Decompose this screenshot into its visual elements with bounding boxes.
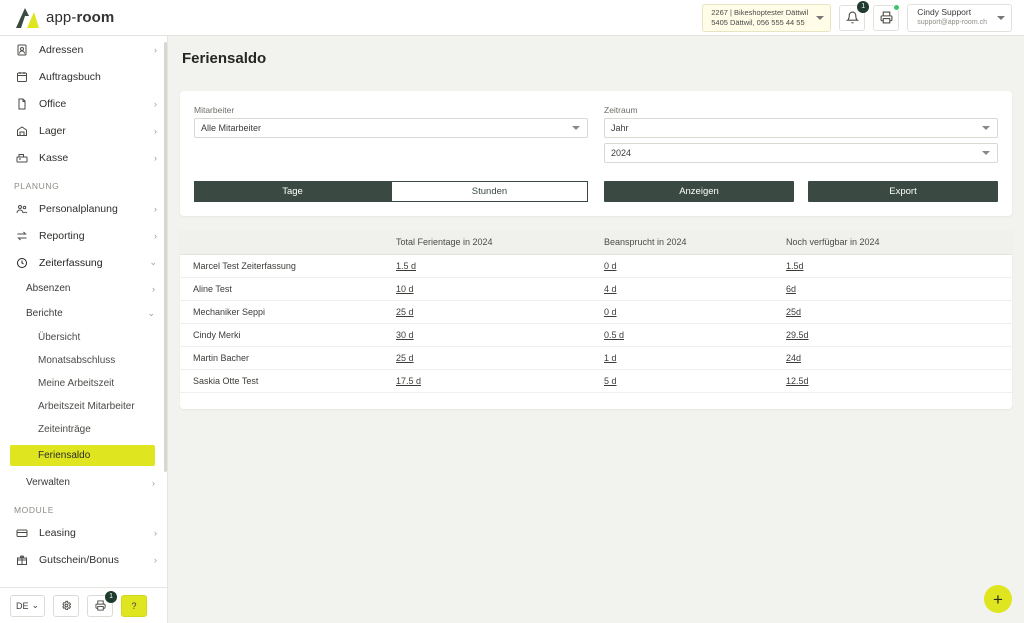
cell-used[interactable]: 5 d xyxy=(598,370,780,393)
branch-selector[interactable] xyxy=(702,4,831,32)
chevron-down-icon: ⌄ xyxy=(149,257,157,267)
toggle-tage[interactable]: Tage xyxy=(194,181,391,202)
top-bar xyxy=(0,0,1024,36)
sidebar-item-label: Lager xyxy=(39,124,66,137)
cell-used[interactable]: 1 d xyxy=(598,347,780,370)
sidebar-item-label: Übersicht xyxy=(38,332,81,343)
cell-left[interactable]: 12.5d xyxy=(780,370,1012,393)
page-title: Feriensaldo xyxy=(182,50,267,67)
cell-left[interactable]: 6d xyxy=(780,278,1012,301)
cell-used[interactable]: 0.5 d xyxy=(598,324,780,347)
user-menu[interactable] xyxy=(907,4,1012,32)
chevron-down-icon xyxy=(982,151,990,155)
chevron-down-icon xyxy=(816,16,824,20)
sidebar-item-absenzen[interactable] xyxy=(0,276,167,301)
table-row[interactable] xyxy=(180,347,1012,370)
sidebar-item-meine-arbeitszeit[interactable] xyxy=(0,372,167,395)
cell-used[interactable]: 0 d xyxy=(598,255,780,278)
table-header xyxy=(180,230,1012,255)
user-info xyxy=(917,7,987,27)
chevron-down-icon xyxy=(997,16,1005,20)
logo-text-bold: room xyxy=(76,9,115,26)
sidebar-item-kasse[interactable] xyxy=(0,144,167,171)
sidebar-item-lager[interactable] xyxy=(0,117,167,144)
sidebar-item-monatsabschluss[interactable] xyxy=(0,349,167,372)
zeitraum-field xyxy=(604,105,998,163)
cell-used[interactable]: 0 d xyxy=(598,301,780,324)
chevron-right-icon: › xyxy=(154,554,157,565)
chevron-down-icon: ⌄ xyxy=(31,600,40,610)
chevron-down-icon: ⌄ xyxy=(147,308,155,318)
clock-icon xyxy=(14,257,29,269)
header-total: Total Ferientage in 2024 xyxy=(390,230,598,255)
notification-badge: 1 xyxy=(857,1,869,13)
cell-total[interactable]: 30 d xyxy=(390,324,598,347)
user-email: support@app-room.ch xyxy=(917,19,987,27)
sidebar-item-label: Leasing xyxy=(39,526,76,539)
table-row[interactable] xyxy=(180,324,1012,347)
unit-toggle xyxy=(194,181,588,202)
mitarbeiter-field xyxy=(194,105,588,163)
chevron-right-icon: › xyxy=(154,44,157,55)
warehouse-icon xyxy=(14,125,29,137)
sidebar-item-label: Verwalten xyxy=(26,477,70,488)
language-selector[interactable] xyxy=(10,595,45,617)
sidebar-item-label: Gutschein/Bonus xyxy=(39,553,119,566)
top-bar-right xyxy=(702,4,1024,32)
language-label: DE xyxy=(16,600,29,611)
sidebar-item-label: Feriensaldo xyxy=(38,450,91,461)
settings-button[interactable] xyxy=(53,595,79,617)
sidebar-item-zeiterfassung[interactable] xyxy=(0,249,167,276)
sidebar-item-personalplanung[interactable] xyxy=(0,195,167,222)
filter-row xyxy=(194,105,998,163)
cell-total[interactable]: 25 d xyxy=(390,347,598,370)
add-button[interactable]: + xyxy=(984,585,1012,613)
status-dot xyxy=(893,4,900,11)
chevron-right-icon: › xyxy=(154,98,157,109)
cell-name: Cindy Merki xyxy=(180,324,390,347)
sidebar-item-label: Kasse xyxy=(39,151,69,164)
results-panel xyxy=(180,230,1012,409)
sidebar-item-berichte[interactable] xyxy=(0,301,167,326)
chevron-right-icon: › xyxy=(154,203,157,214)
header-name xyxy=(180,230,390,255)
sidebar-section-module: MODULE xyxy=(14,505,54,515)
bottom-bar xyxy=(0,587,168,623)
header-used: Beansprucht in 2024 xyxy=(598,230,780,255)
sidebar-item-label: Office xyxy=(39,97,67,110)
app-logo[interactable] xyxy=(0,6,114,30)
cell-used[interactable]: 4 d xyxy=(598,278,780,301)
sidebar-item-leasing[interactable] xyxy=(0,519,167,546)
sidebar-item-auftragsbuch[interactable] xyxy=(0,63,167,90)
cell-left[interactable]: 24d xyxy=(780,347,1012,370)
jahr-select[interactable] xyxy=(604,143,998,163)
chevron-right-icon: › xyxy=(154,230,157,241)
sidebar-item-label: Adressen xyxy=(39,43,84,56)
chevron-right-icon: › xyxy=(154,125,157,136)
table-row[interactable] xyxy=(180,370,1012,393)
address-book-icon xyxy=(14,44,29,56)
cell-total[interactable]: 25 d xyxy=(390,301,598,324)
printer-icon xyxy=(95,600,106,611)
help-label: ? xyxy=(131,600,137,611)
sidebar-item-label: Absenzen xyxy=(26,283,71,294)
mitarbeiter-value: Alle Mitarbeiter xyxy=(201,123,262,133)
bottom-print-button[interactable] xyxy=(87,595,113,617)
cell-left[interactable]: 1.5d xyxy=(780,255,1012,278)
print-badge: 1 xyxy=(105,591,117,603)
sidebar-item-adressen[interactable] xyxy=(0,36,167,63)
jahr-value: 2024 xyxy=(611,148,632,158)
cell-left[interactable]: 25d xyxy=(780,301,1012,324)
sidebar-item-label: Reporting xyxy=(39,229,85,242)
cell-total[interactable]: 10 d xyxy=(390,278,598,301)
action-row xyxy=(194,181,998,202)
cell-name: Martin Bacher xyxy=(180,347,390,370)
print-button[interactable] xyxy=(873,5,899,31)
cell-total[interactable]: 1.5 d xyxy=(390,255,598,278)
sidebar-item-arbeitszeit-mitarbeiter[interactable] xyxy=(0,395,167,418)
mitarbeiter-select[interactable] xyxy=(194,118,588,138)
gift-icon xyxy=(14,554,29,566)
people-icon xyxy=(14,203,29,215)
user-name: Cindy Support xyxy=(917,7,972,18)
branch-info xyxy=(711,8,808,27)
chevron-down-icon xyxy=(572,126,580,130)
logo-text xyxy=(46,9,114,26)
chevron-right-icon: › xyxy=(152,477,155,488)
cell-name: Saskia Otte Test xyxy=(180,370,390,393)
filter-panel xyxy=(180,91,1012,216)
sidebar-item-label: Monatsabschluss xyxy=(38,355,116,366)
anzeigen-button[interactable]: Anzeigen xyxy=(604,181,794,202)
table-row[interactable] xyxy=(180,255,1012,278)
zeitraum-select[interactable] xyxy=(604,118,998,138)
logo-text-light: app- xyxy=(46,9,77,26)
buttons-group xyxy=(604,181,998,202)
cell-left[interactable]: 29.5d xyxy=(780,324,1012,347)
zeitraum-label: Zeitraum xyxy=(604,105,638,115)
cell-total[interactable]: 17.5 d xyxy=(390,370,598,393)
sidebar-item-label: Auftragsbuch xyxy=(39,70,101,83)
notifications-button[interactable] xyxy=(839,5,865,31)
sidebar-item-uebersicht[interactable] xyxy=(0,326,167,349)
sidebar-item-feriensaldo[interactable] xyxy=(10,445,155,466)
sidebar-item-label: Meine Arbeitszeit xyxy=(38,378,115,389)
sidebar-item-label: Personalplanung xyxy=(39,202,118,215)
cell-name: Mechaniker Seppi xyxy=(180,301,390,324)
cell-name: Marcel Test Zeiterfassung xyxy=(180,255,390,278)
logo-icon xyxy=(14,6,40,30)
table-row[interactable] xyxy=(180,301,1012,324)
mitarbeiter-label: Mitarbeiter xyxy=(194,105,235,115)
leasing-icon xyxy=(14,527,29,539)
table-row[interactable] xyxy=(180,278,1012,301)
calendar-icon xyxy=(14,71,29,83)
help-button[interactable] xyxy=(121,595,147,617)
document-icon xyxy=(14,98,29,110)
sidebar-section-planung: PLANUNG xyxy=(14,181,60,191)
table-header-row xyxy=(180,230,1012,255)
exchange-icon xyxy=(14,230,29,242)
feriensaldo-table xyxy=(180,230,1012,393)
gear-icon xyxy=(61,600,72,611)
cash-register-icon xyxy=(14,152,29,164)
sidebar-item-gutschein-bonus[interactable] xyxy=(0,546,167,573)
chevron-right-icon: › xyxy=(154,152,157,163)
sidebar-item-zeiteintraege[interactable] xyxy=(0,418,167,441)
sidebar-item-label: Arbeitszeit Mitarbeiter xyxy=(38,401,135,412)
sidebar-item-label: Berichte xyxy=(26,308,63,319)
sidebar-item-office[interactable] xyxy=(0,90,167,117)
chevron-down-icon xyxy=(982,126,990,130)
table-body xyxy=(180,255,1012,393)
sidebar-item-label: Zeiteinträge xyxy=(38,424,91,435)
cell-name: Aline Test xyxy=(180,278,390,301)
toggle-stunden[interactable]: Stunden xyxy=(391,181,588,202)
zeitraum-value: Jahr xyxy=(611,123,629,133)
branch-line-2: 5405 Dättwil, 056 555 44 55 xyxy=(711,17,805,27)
sidebar-item-verwalten[interactable] xyxy=(0,470,167,495)
branch-line-1: 2267 | Bikeshoptester Dättwil xyxy=(711,8,809,18)
sidebar-item-reporting[interactable] xyxy=(0,222,167,249)
chevron-right-icon: › xyxy=(154,527,157,538)
sidebar-item-label: Zeiterfassung xyxy=(39,256,103,269)
export-button[interactable]: Export xyxy=(808,181,998,202)
sidebar xyxy=(0,36,168,587)
chevron-right-icon: › xyxy=(152,283,155,294)
header-left: Noch verfügbar in 2024 xyxy=(780,230,1012,255)
main-content xyxy=(168,36,1024,623)
